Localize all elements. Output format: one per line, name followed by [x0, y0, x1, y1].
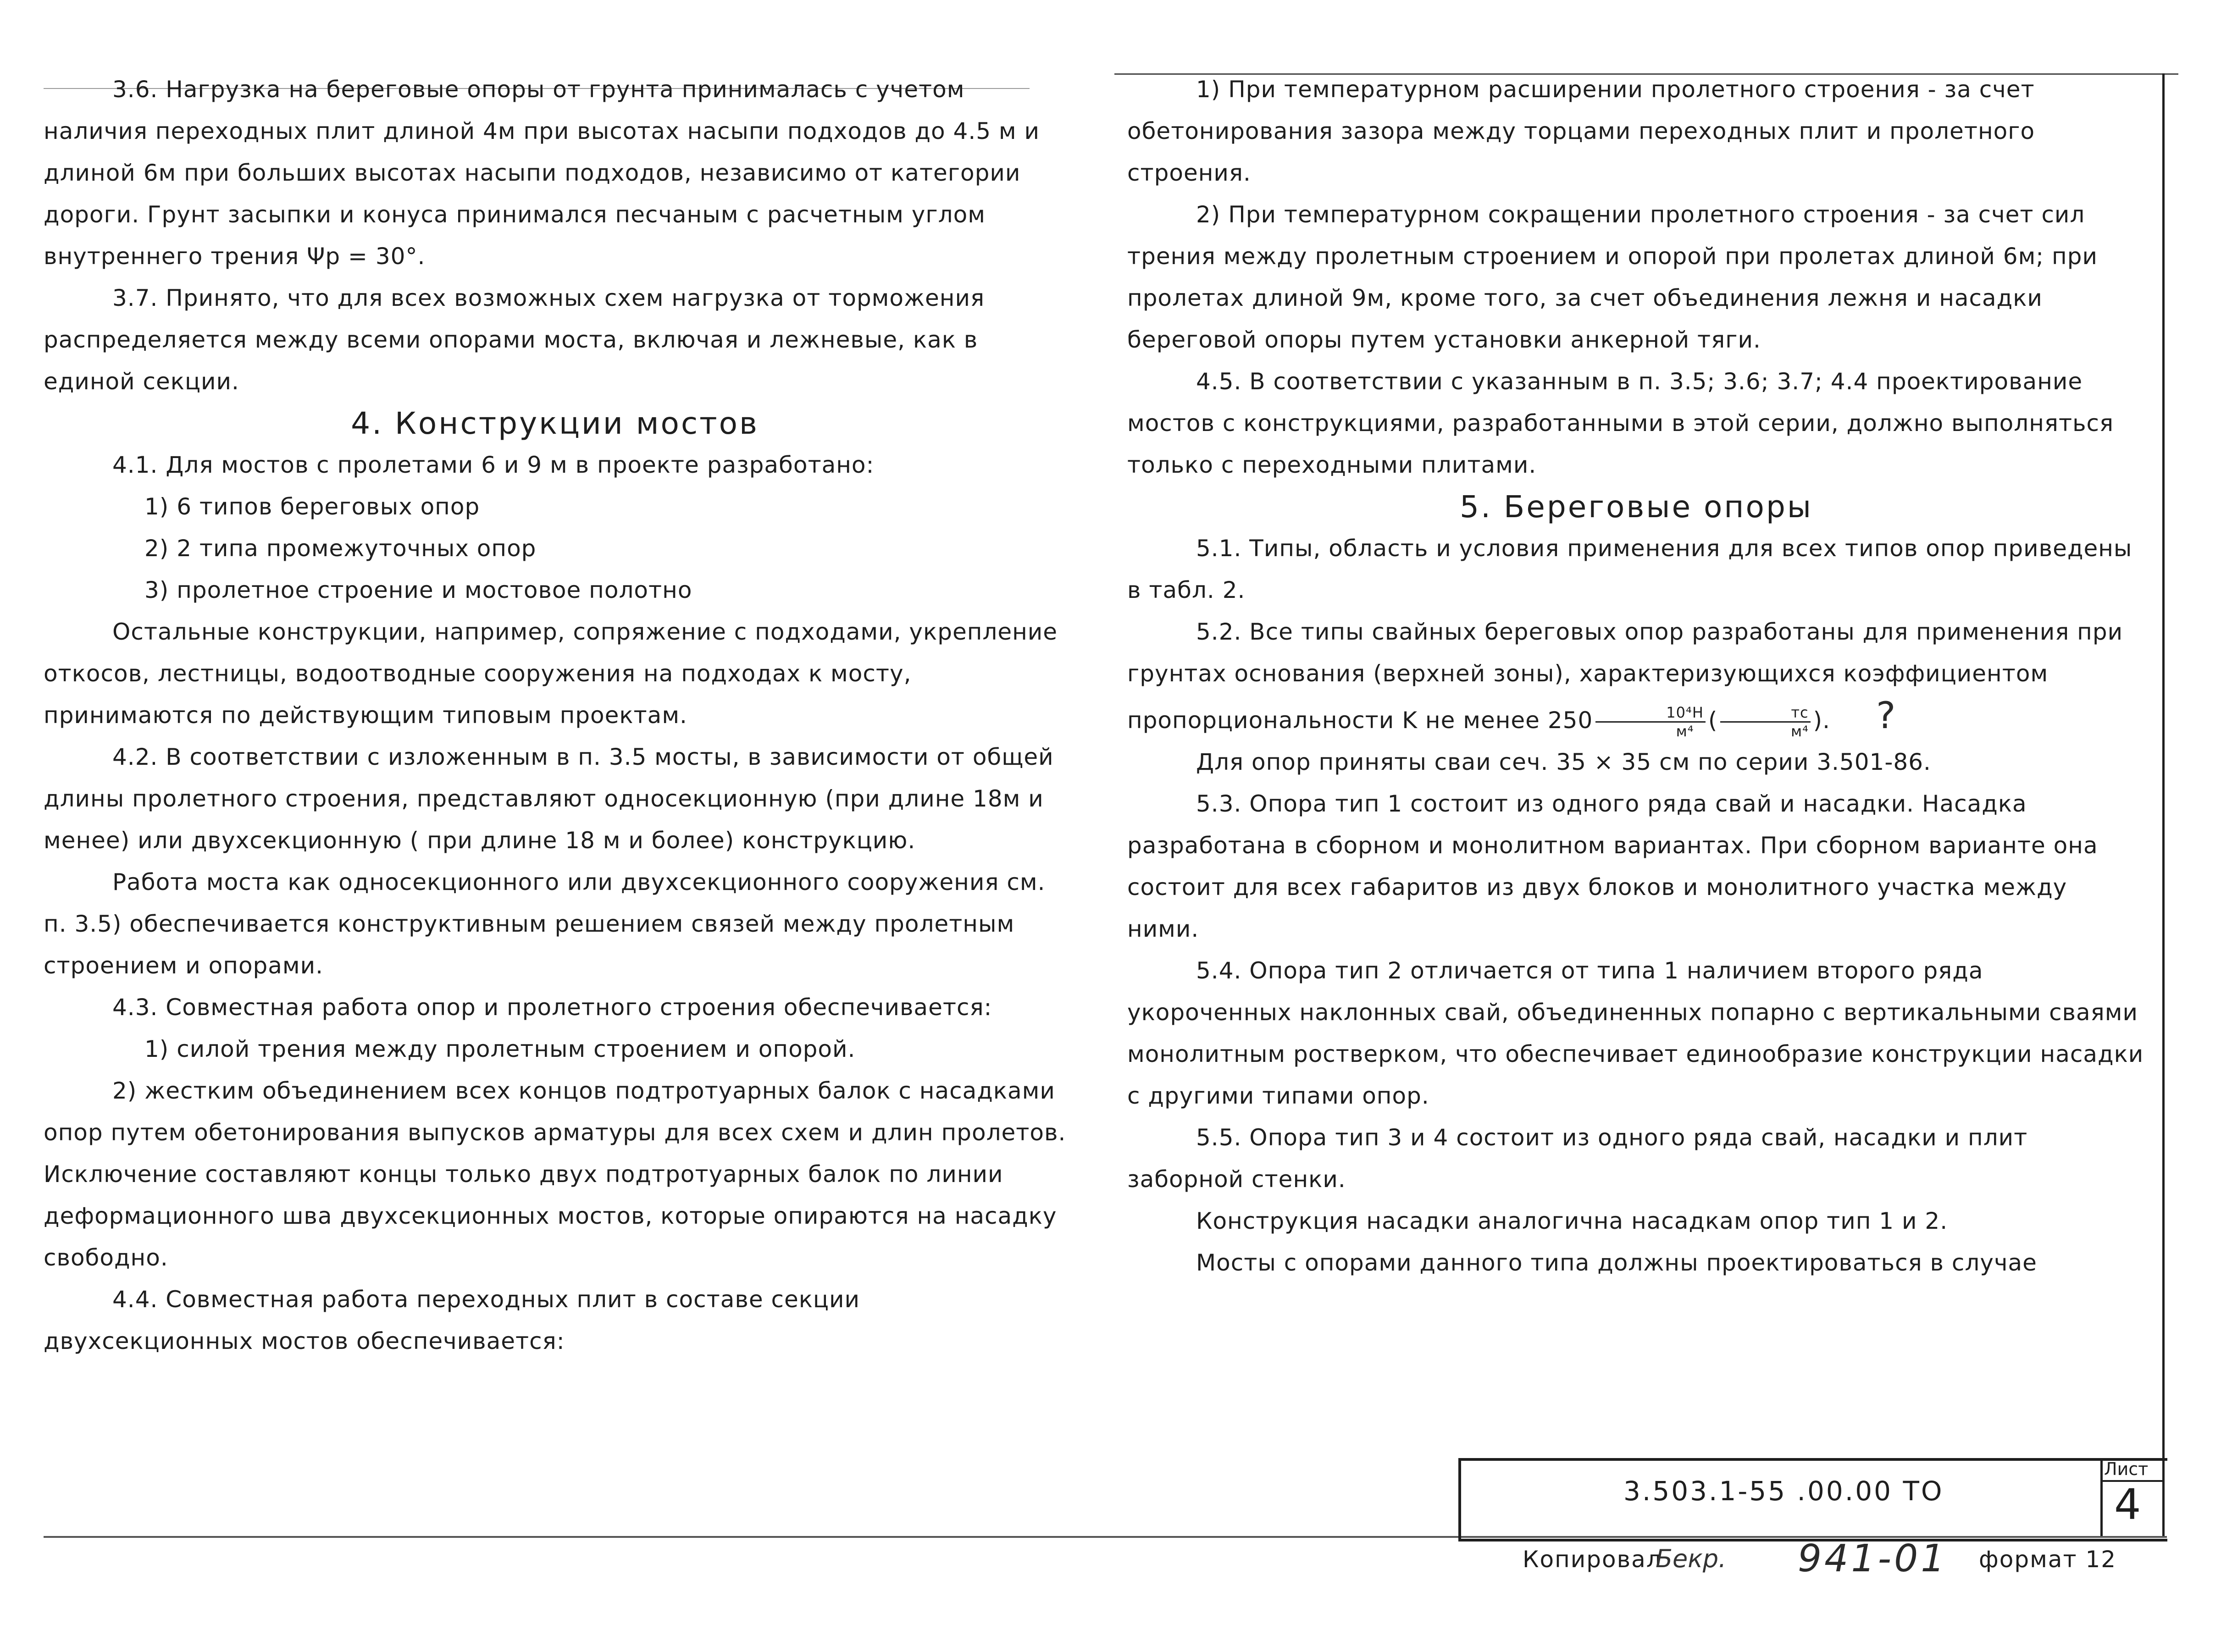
paragraph-4-4-item-2: 2) При температурном сокращении пролетного строения - за счет сил трения между пролетным строением и опорой при пролетах длиной 6м; при пролетах длиной 9м, кроме того, за счет объединения лежня и насадки береговой опоры путем установки анкерной тяги. [1127, 201, 2098, 353]
section-heading-4: 4. Конструкции мостов [351, 406, 759, 441]
paragraph-5-2: 5.2. Все типы свайных береговых опор разработаны для применения при грунтах основания (верхней зоны), характеризующихся коэффициентом пропорциональности K не менее 250 $\frac{\text{10⁴Н}}{\text{м⁴}}$ ( $\frac{тс}{\text{м⁴}}$ ). ? [1127, 619, 2123, 740]
paragraph-5-2-text: 5.2. Все типы свайных береговых опор разработаны для применения при грунтах основания (верхней зоны), характеризующихся коэффициентом пропорциональности K не менее 250 [1127, 619, 2123, 734]
sheet-number: 4 [2114, 1480, 2141, 1529]
paragraph-5-5-construction: Конструкция насадки аналогична насадкам опор тип 1 и 2. [1196, 1208, 1948, 1234]
frame-right-line [2162, 73, 2165, 1536]
unit-fraction-2 [1720, 704, 1810, 740]
paragraph-4-4-item-1: 1) При температурном расширении пролетного строения - за счет обетонирования зазора между торцами переходных плит и пролетного строения. [1127, 76, 2035, 186]
paragraph-3-7: 3.7. Принято, что для всех возможных схем нагрузка от торможения распределяется между всеми опорами моста, включая и лежневые, как в единой секции. [44, 285, 985, 395]
paragraph-5-5: 5.5. Опора тип 3 и 4 состоит из одного ряда свай, насадки и плит заборной стенки. [1127, 1124, 2028, 1193]
paragraph-5-2-piles: Для опор приняты сваи сеч. 35 × 35 см по серии 3.501-86. [1196, 749, 1931, 775]
paragraph-5-3: 5.3. Опора тип 1 состоит из одного ряда свай и насадки. Насадка разработана в сборном и монолитном вариантах. При сборном варианте она состоит для всех габаритов из двух блоков и монолитного участка между ними. [1127, 790, 2098, 942]
paragraph-4-1: 4.1. Для мостов с пролетами 6 и 9 м в проекте разработано: [112, 452, 875, 478]
handwritten-question-mark: ? [1876, 694, 1896, 737]
paragraph-5-4: 5.4. Опора тип 2 отличается от типа 1 наличием второго ряда укороченных наклонных свай, объединенных попарно с вертикальными сваями монолитным ростверком, что обеспечивает единообразие конструкции насадки с другими типами опор. [1127, 957, 2144, 1109]
copy-number: 941-01 [1798, 1537, 1948, 1580]
format-label: формат 12 [1979, 1546, 2117, 1573]
copier-signature: Бекр. [1656, 1544, 1727, 1573]
paragraph-4-3: 4.3. Совместная работа опор и пролетного строения обеспечивается: [112, 994, 992, 1021]
unit-fraction-1 [1595, 704, 1706, 740]
section-heading-5: 5. Береговые опоры [1460, 489, 1813, 525]
copied-by-label: Копировал [1523, 1546, 1662, 1573]
paragraph-4-2-rest: Работа моста как односекционного или двухсекционного сооружения см. п. 3.5) обеспечивается конструктивным решением связей между пролетным строением и опорами. [44, 869, 1046, 979]
paragraph-4-2: 4.2. В соответствии с изложенным в п. 3.5 мосты, в зависимости от общей длины пролетного строения, представляют односекционную (при длине 18м и менее) или двухсекционную ( при длине 18 м и более) конструкцию. [44, 744, 1054, 854]
document-code: 3.503.1-55 .00.00 ТО [1623, 1475, 1944, 1507]
fraction-denominator: м⁴ [1676, 723, 1694, 740]
right-column [1127, 69, 2145, 1284]
list-item: 1) 6 типов береговых опор [144, 493, 480, 520]
paragraph-4-3-item-1: 1) силой трения между пролетным строением и опорой. [144, 1036, 856, 1062]
fraction-numerator: тс [1720, 704, 1810, 723]
paragraph-4-3-item-2: 2) жестким объединением всех концов подтротуарных балок с насадками опор путем обетонирования выпусков арматуры для всех схем и длин пролетов. Исключение составляют концы только двух подтротуарных балок по линии деформационного шва двухсекционных мостов, которые опираются на насадку свободно. [44, 1077, 1066, 1271]
fraction-denominator: м⁴ [1791, 723, 1809, 740]
paragraph-5-1: 5.1. Типы, область и условия применения для всех типов опор приведены в табл. 2. [1127, 535, 2132, 603]
paragraph-5-5-bridges: Мосты с опорами данного типа должны проектироваться в случае [1196, 1249, 2037, 1276]
paragraph-3-6: 3.6. Нагрузка на береговые опоры от грунта принималась с учетом наличия переходных плит длиной 4м при высотах насыпи подходов до 4.5 м и длиной 6м при больших высотах насыпи подходов, независимо от категории дороги. Грунт засыпки и конуса принимался песчаным с расчетным углом внутреннего трения Ψр = 30°. [44, 76, 1040, 270]
paragraph-4-4: 4.4. Совместная работа переходных плит в составе секции двухсекционных мостов обеспечивается: [44, 1286, 860, 1354]
sheet-label: Лист [2104, 1459, 2149, 1479]
paragraph-4-5: 4.5. В соответствии с указанным в п. 3.5; 3.6; 3.7; 4.4 проектирование мостов с конструкциями, разработанными в этой серии, должно выполняться только с переходными плитами. [1127, 368, 2114, 478]
left-column [44, 69, 1066, 1362]
list-item: 3) пролетное строение и мостовое полотно [144, 577, 692, 603]
list-item: 2) 2 типа промежуточных опор [144, 535, 537, 562]
fraction-numerator: 10⁴Н [1595, 704, 1706, 723]
paragraph-4-1-rest: Остальные конструкции, например, сопряжение с подходами, укрепление откосов, лестницы, водоотводные сооружения на подходах к мосту, принимаются по действующим типовым проектам. [44, 619, 1058, 729]
